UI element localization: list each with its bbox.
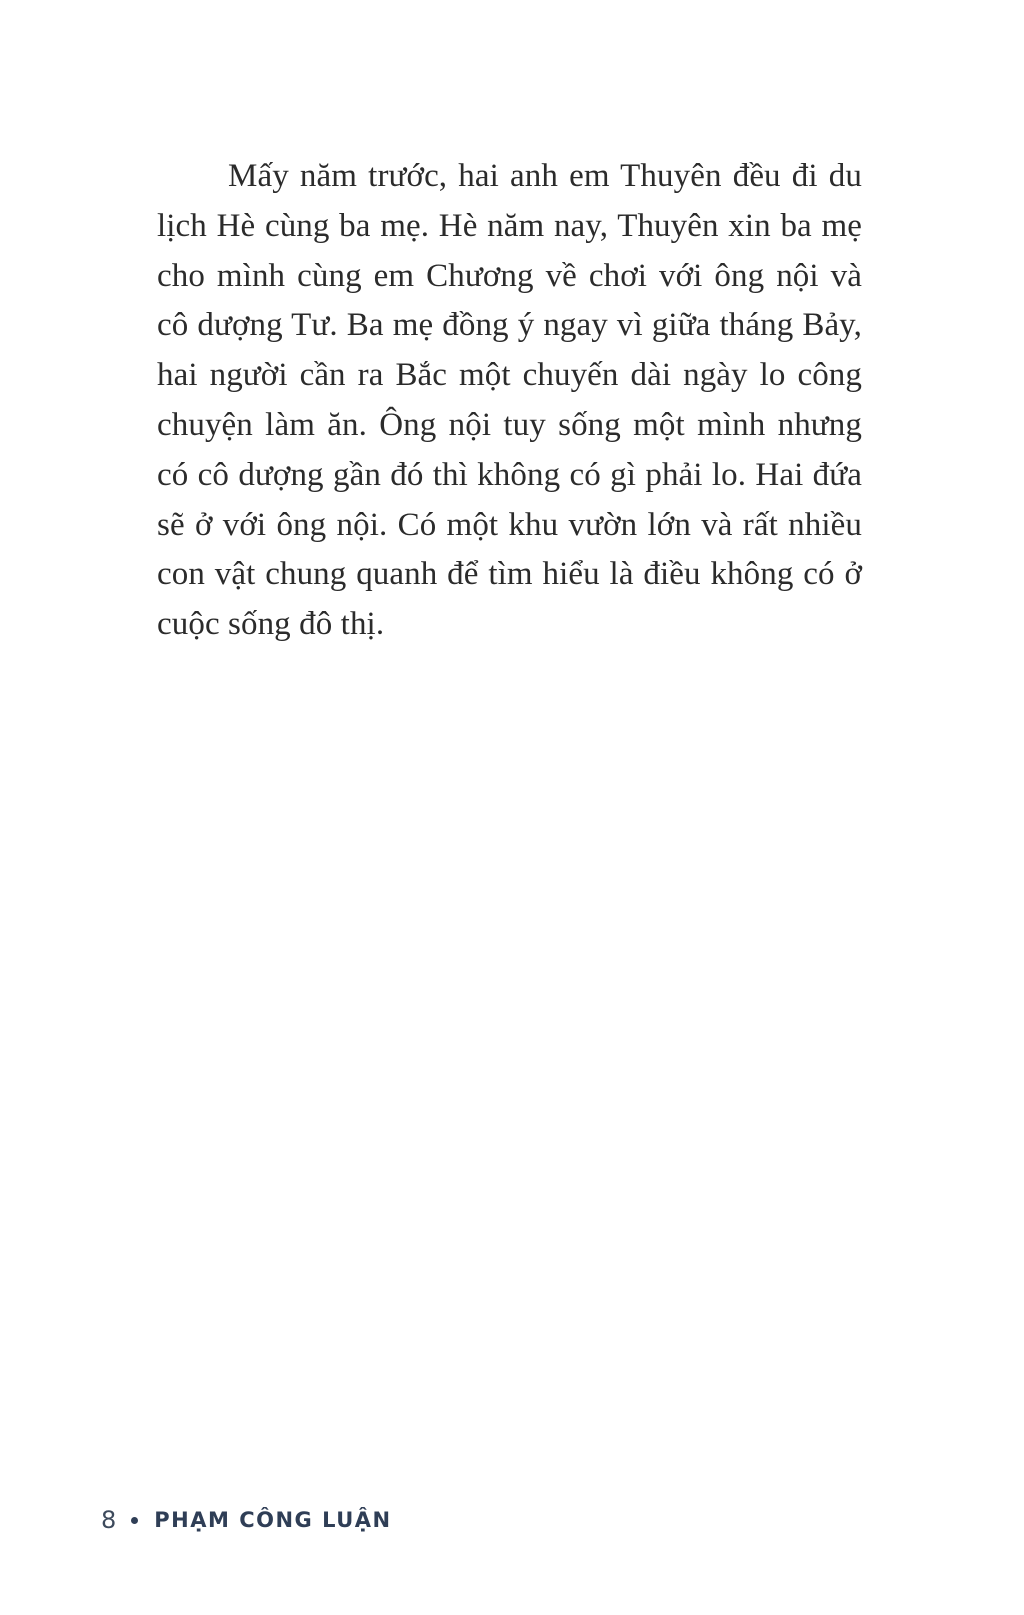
page-number: 8 — [101, 1506, 117, 1534]
author-name: PHẠM CÔNG LUẬN — [154, 1508, 392, 1532]
page-footer — [101, 1500, 392, 1540]
bullet-separator — [131, 1517, 138, 1524]
body-paragraph: Mấy năm trước, hai anh em Thuyên đều đi du lịch Hè cùng ba mẹ. Hè năm nay, Thuyên xin ba mẹ cho mình cùng em Chương về chơi với ông nội và cô dượng Tư. Ba mẹ đồng ý ngay vì giữa tháng Bảy, hai người cần ra Bắc một chuyến dài ngày lo công chuyện làm ăn. Ông nội tuy sống một mình nhưng có cô dượng gần đó thì không có gì phải lo. Hai đứa sẽ ở với ông nội. Có một khu vườn lớn và rất nhiều con vật chung quanh để tìm hiểu là điều không có ở cuộc sống đô thị. — [157, 158, 862, 643]
